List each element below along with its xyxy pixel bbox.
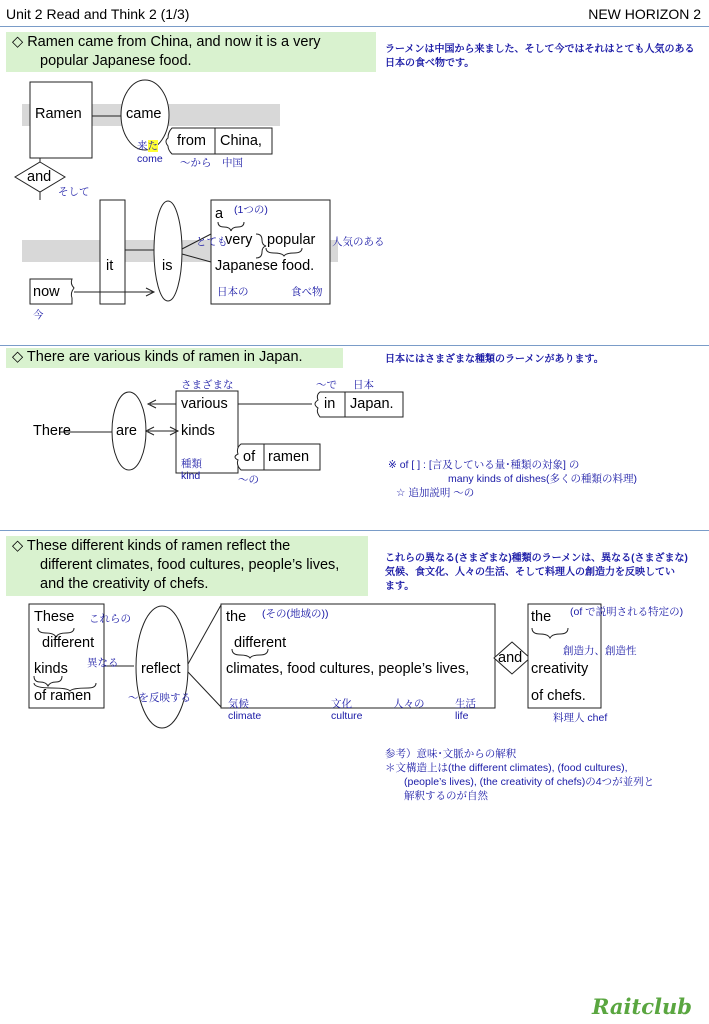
word-kinds-3: kinds [34, 661, 68, 677]
section1-divider [0, 345, 709, 346]
page-header-left: Unit 2 Read and Think 2 (1/3) [6, 6, 190, 22]
gloss-nihonno: 日本の [217, 286, 249, 298]
gloss-kara: ～から [180, 157, 212, 169]
raitclub-logo: Raitclub [592, 994, 692, 1019]
word-ramen: Ramen [35, 106, 82, 122]
gloss-kind: kind [181, 470, 201, 482]
page-header-right: NEW HORIZON 2 [588, 6, 701, 22]
gloss-samazama: さまざまな [181, 379, 234, 391]
gloss-kita: 来た [137, 140, 158, 152]
gloss-hitobito: 人々の [393, 698, 425, 710]
gloss-shurui: 種類 [181, 458, 202, 470]
section2-divider [0, 530, 709, 531]
word-in: in [324, 396, 336, 412]
gloss-chugoku: 中国 [222, 157, 243, 169]
word-these: These [34, 609, 75, 625]
word-the-2: the [531, 609, 552, 625]
sentence3-translation-1: これらの異なる(さまざまな)種類のラーメンは、異なる(さまざまな) [385, 553, 688, 564]
sentence3-translation-3: ます。 [385, 581, 415, 592]
gloss-no: ～の [238, 474, 259, 486]
word-ramen-2: ramen [268, 449, 310, 465]
sentence3-line1: ◇ These different kinds of ramen reflect the [12, 538, 291, 554]
word-china: China, [220, 133, 262, 149]
gloss-chef: 料理人 chef [553, 712, 608, 724]
word-different-2: different [234, 635, 287, 651]
word-of-chefs: of chefs. [531, 688, 586, 704]
word-now: now [33, 284, 60, 300]
reference-3: (people’s lives), (the creativity of chefs)の4つが並列と [404, 776, 655, 788]
gloss-tabemono: 食べ物 [291, 286, 323, 298]
word-different: different [42, 635, 95, 651]
word-creativity: creativity [531, 661, 589, 677]
gloss-kotonaru: 異なる [87, 657, 119, 669]
gloss-totemo: とても [196, 236, 228, 248]
word-japanese-food: Japanese food. [215, 258, 315, 274]
word-there: There [33, 423, 71, 439]
gloss-kiko: 気候 [228, 698, 249, 710]
word-from: from [177, 133, 206, 149]
word-of: of [243, 449, 256, 465]
sentence2-line1: ◇ There are various kinds of ramen in Japan. [12, 349, 303, 365]
word-came: came [126, 106, 162, 122]
sentence3-translation-2: 気候、食文化、人々の生活、そして料理人の創造力を反映してい [385, 567, 675, 578]
word-of-ramen: of ramen [34, 688, 92, 704]
gloss-culture: culture [331, 710, 363, 722]
reference-2: ＊文構造上は(the different climates), (food cultures), [385, 762, 628, 774]
word-are: are [116, 423, 137, 439]
gloss-ofde: (of で説明される特定の) [570, 606, 684, 618]
sentence2-translation-1: 日本にはさまざまな種類のラーメンがあります。 [385, 354, 604, 365]
word-the: the [226, 609, 247, 625]
note-of-3: ☆ 追加説明 ～の [396, 487, 475, 499]
gloss-climate: climate [228, 710, 262, 722]
gloss-sozo: 創造力、創造性 [563, 645, 637, 657]
word-various: various [181, 396, 228, 412]
gloss-hanei: ～を反映する [128, 692, 191, 704]
gloss-bunka: 文化 [331, 698, 352, 710]
note-of-2: many kinds of dishes(多くの種類の料理) [448, 473, 638, 485]
reference-4: 解釈するのが自然 [404, 790, 488, 802]
word-and: and [27, 169, 52, 185]
word-reflect: reflect [141, 661, 181, 677]
sentence3-line3: and the creativity of chefs. [40, 576, 209, 592]
gloss-come: come [137, 153, 163, 165]
sentence1-translation-1: ラーメンは中国から来ました、そして今ではそれはとても人気のある [385, 44, 695, 55]
word-japan: Japan. [350, 396, 394, 412]
gloss-korerano: これらの [89, 613, 131, 625]
word-very: very [225, 232, 253, 248]
gloss-hitotsu: (1つの) [234, 204, 268, 216]
word-it: it [106, 258, 114, 274]
gloss-life: life [455, 710, 469, 722]
gloss-sono: (その(地域の)) [262, 608, 329, 620]
word-popular: popular [267, 232, 316, 248]
word-kinds: kinds [181, 423, 215, 439]
gloss-ninki: 人気のある [332, 236, 385, 248]
gloss-ima: 今 [33, 309, 44, 321]
sentence1-line2: popular Japanese food. [40, 53, 192, 69]
gloss-soshite: そして [58, 186, 90, 198]
word-a: a [215, 206, 224, 222]
gloss-seikatsu: 生活 [455, 698, 476, 710]
gloss-de: ～で [316, 379, 337, 391]
sentence1-line1: ◇ Ramen came from China, and now it is a very [12, 34, 321, 50]
sentence3-line2: different climates, food cultures, people’s lives, [40, 557, 340, 573]
word-climates: climates, food cultures, people’s lives, [226, 661, 470, 677]
reference-1: 参考）意味･文脈からの解釈 [385, 748, 517, 760]
sentence1-translation-2: 日本の食べ物です。 [385, 58, 475, 69]
word-and-3: and [498, 650, 523, 666]
gloss-nihon: 日本 [353, 379, 374, 391]
word-is: is [162, 258, 173, 274]
note-of-1: ※ of [ ] : [言及している量･種類の対象] の [388, 459, 580, 471]
